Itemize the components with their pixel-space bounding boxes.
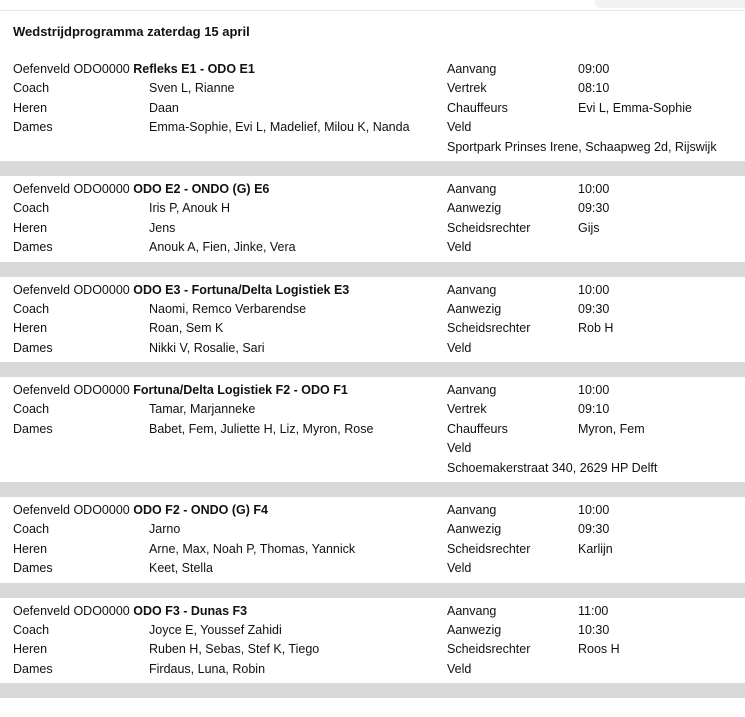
info-label: Scheidsrechter — [447, 220, 531, 235]
match-detail-row — [0, 420, 745, 439]
info-label: Aanwezig — [447, 522, 502, 537]
field-name: Oefenveld ODO0000 — [13, 282, 130, 297]
role-value: Tamar, Marjanneke — [149, 402, 256, 417]
info-value: 09:30 — [578, 522, 610, 537]
info-value: Gijs — [578, 220, 600, 235]
match-name: ODO F3 - Dunas F3 — [133, 603, 248, 618]
address-row — [0, 459, 745, 478]
start-label: Aanvang — [447, 503, 497, 518]
match-detail-row — [0, 439, 745, 458]
role-label: Dames — [13, 240, 53, 255]
address-bar-edge — [595, 0, 745, 8]
start-time: 10:00 — [578, 181, 610, 196]
info-value: 09:10 — [578, 402, 610, 417]
page-title: Wedstrijdprogramma zaterdag 15 april — [13, 24, 250, 39]
match-separator — [0, 683, 745, 698]
role-label: Coach — [13, 301, 50, 316]
match-block — [0, 180, 745, 277]
role-value: Babet, Fem, Juliette H, Liz, Myron, Rose — [149, 421, 374, 436]
role-value: Arne, Max, Noah P, Thomas, Yannick — [149, 541, 356, 556]
role-label: Dames — [13, 340, 53, 355]
match-block — [0, 381, 745, 497]
match-name: ODO F2 - ONDO (G) F4 — [133, 503, 268, 518]
info-value: Myron, Fem — [578, 421, 645, 436]
role-label: Heren — [13, 220, 48, 235]
role-label: Heren — [13, 321, 48, 336]
match-header-row — [0, 501, 745, 520]
info-label: Aanwezig — [447, 201, 502, 216]
start-time: 10:00 — [578, 383, 610, 398]
info-value: 08:10 — [578, 81, 610, 96]
info-value: 10:30 — [578, 622, 610, 637]
info-label: Veld — [447, 441, 472, 456]
info-label: Scheidsrechter — [447, 642, 531, 657]
match-detail-row — [0, 118, 745, 137]
role-value: Joyce E, Youssef Zahidi — [149, 622, 282, 637]
info-label: Veld — [447, 561, 472, 576]
match-field — [13, 180, 269, 199]
start-time: 10:00 — [578, 503, 610, 518]
match-detail-row — [0, 640, 745, 659]
match-field — [13, 381, 348, 400]
match-separator — [0, 482, 745, 497]
field-name: Oefenveld ODO0000 — [13, 62, 130, 76]
start-label: Aanvang — [447, 181, 497, 196]
role-label: Coach — [13, 81, 50, 96]
match-separator — [0, 262, 745, 277]
match-name: ODO E2 - ONDO (G) E6 — [133, 181, 270, 196]
match-header-row — [0, 281, 745, 300]
match-header-row — [0, 180, 745, 199]
role-label: Dames — [13, 561, 53, 576]
info-label: Chauffeurs — [447, 421, 508, 436]
role-value: Emma-Sophie, Evi L, Madelief, Milou K, Nanda — [149, 120, 410, 135]
role-value: Sven L, Rianne — [149, 81, 235, 96]
match-detail-row — [0, 559, 745, 578]
match-separator — [0, 362, 745, 377]
match-field — [13, 281, 349, 300]
match-header-row — [0, 60, 745, 79]
info-value: Evi L, Emma-Sophie — [578, 100, 692, 115]
info-label: Vertrek — [447, 402, 487, 417]
info-label: Veld — [447, 120, 472, 135]
match-detail-row — [0, 300, 745, 319]
info-label: Chauffeurs — [447, 100, 508, 115]
role-label: Heren — [13, 541, 48, 556]
match-field — [13, 60, 255, 79]
role-value: Roan, Sem K — [149, 321, 224, 336]
role-label: Heren — [13, 642, 48, 657]
match-field — [13, 501, 268, 520]
match-header-row — [0, 381, 745, 400]
start-time: 11:00 — [578, 603, 609, 618]
match-detail-row — [0, 99, 745, 118]
match-block — [0, 501, 745, 598]
role-value: Nikki V, Rosalie, Sari — [149, 340, 265, 355]
venue-address: Sportpark Prinses Irene, Schaapweg 2d, Rijswijk — [447, 139, 717, 154]
role-value: Jarno — [149, 522, 181, 537]
field-name: Oefenveld ODO0000 — [13, 503, 130, 518]
match-block — [0, 60, 745, 176]
role-label: Coach — [13, 402, 50, 417]
match-name: Fortuna/Delta Logistiek F2 - ODO F1 — [133, 383, 348, 398]
start-time: 10:00 — [578, 282, 610, 297]
info-value: Rob H — [578, 321, 614, 336]
browser-top-edge — [0, 0, 745, 11]
match-separator — [0, 583, 745, 598]
match-detail-row — [0, 660, 745, 679]
info-label: Vertrek — [447, 81, 487, 96]
field-name: Oefenveld ODO0000 — [13, 603, 130, 618]
match-detail-row — [0, 79, 745, 98]
match-separator — [0, 161, 745, 176]
field-name: Oefenveld ODO0000 — [13, 181, 130, 196]
info-label: Aanwezig — [447, 622, 502, 637]
info-value: Roos H — [578, 642, 620, 657]
info-label: Veld — [447, 340, 472, 355]
info-label: Scheidsrechter — [447, 541, 531, 556]
role-label: Coach — [13, 201, 50, 216]
role-value: Naomi, Remco Verbarendse — [149, 301, 307, 316]
role-label: Coach — [13, 522, 50, 537]
match-block — [0, 281, 745, 378]
role-value: Anouk A, Fien, Jinke, Vera — [149, 240, 296, 255]
match-detail-row — [0, 540, 745, 559]
match-name: Refleks E1 - ODO E1 — [133, 62, 255, 76]
role-value: Jens — [149, 220, 176, 235]
role-label: Dames — [13, 421, 53, 436]
match-detail-row — [0, 520, 745, 539]
role-value: Iris P, Anouk H — [149, 201, 231, 216]
match-detail-row — [0, 621, 745, 640]
info-value: 09:30 — [578, 201, 610, 216]
info-value: 09:30 — [578, 301, 610, 316]
start-time: 09:00 — [578, 62, 610, 76]
info-label: Veld — [447, 240, 472, 255]
info-label: Scheidsrechter — [447, 321, 531, 336]
venue-address: Schoemakerstraat 340, 2629 HP Delft — [447, 460, 658, 475]
start-label: Aanvang — [447, 62, 497, 76]
role-value: Ruben H, Sebas, Stef K, Tiego — [149, 642, 320, 657]
match-detail-row — [0, 319, 745, 338]
role-value: Firdaus, Luna, Robin — [149, 661, 266, 676]
info-label: Aanwezig — [447, 301, 502, 316]
role-value: Daan — [149, 100, 179, 115]
match-detail-row — [0, 199, 745, 218]
role-label: Heren — [13, 100, 48, 115]
match-name: ODO E3 - Fortuna/Delta Logistiek E3 — [133, 282, 350, 297]
match-list — [0, 60, 745, 702]
match-detail-row — [0, 219, 745, 238]
address-row — [0, 138, 745, 157]
info-label: Veld — [447, 661, 472, 676]
match-block — [0, 602, 745, 699]
match-detail-row — [0, 400, 745, 419]
start-label: Aanvang — [447, 383, 497, 398]
role-label: Dames — [13, 120, 53, 135]
match-detail-row — [0, 339, 745, 358]
match-field — [13, 602, 247, 621]
role-label: Coach — [13, 622, 50, 637]
role-label: Dames — [13, 661, 53, 676]
match-header-row — [0, 602, 745, 621]
info-value: Karlijn — [578, 541, 613, 556]
role-value: Keet, Stella — [149, 561, 213, 576]
start-label: Aanvang — [447, 603, 497, 618]
match-detail-row — [0, 238, 745, 257]
start-label: Aanvang — [447, 282, 497, 297]
field-name: Oefenveld ODO0000 — [13, 383, 130, 398]
